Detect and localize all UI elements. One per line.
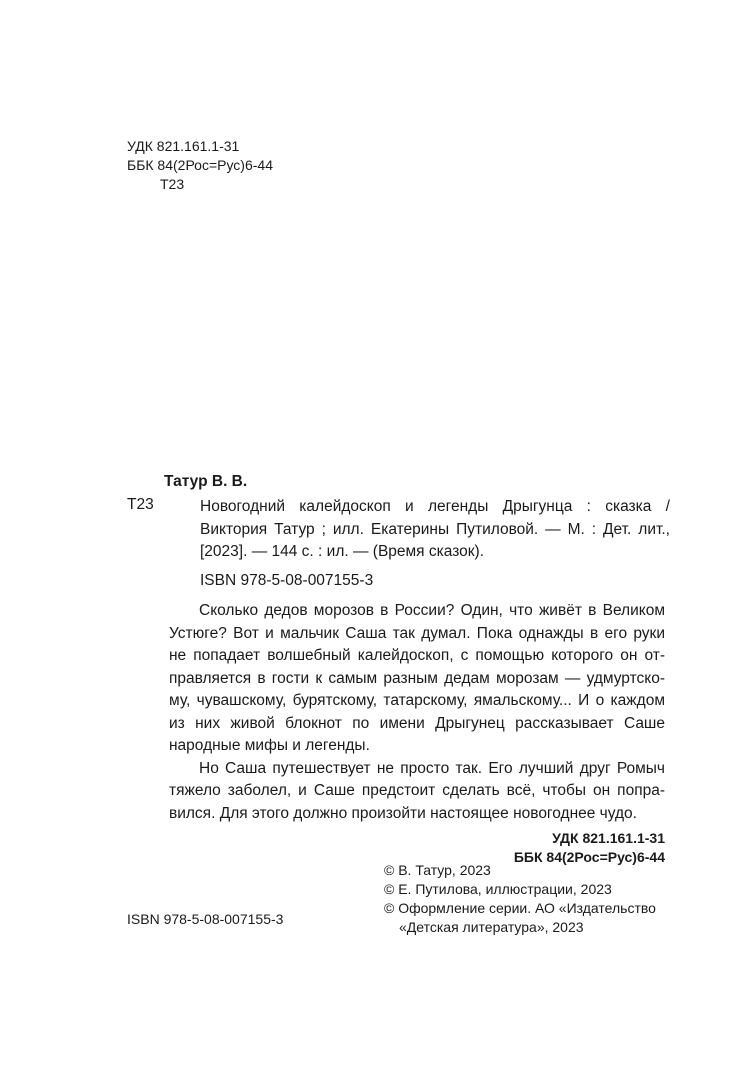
bottom-bbk-code: ББК 84(2Рос=Рус)6-44: [513, 849, 665, 865]
top-udk-code: УДК 821.161.1-31: [127, 138, 240, 154]
annotation-line: правляется в гости к самым разным дедам морозам — удмуртско-: [169, 669, 665, 687]
biblio-line: [2023]. — 144 с. : ил. — (Время сказок).: [200, 543, 484, 560]
annotation-line: Устюге? Вот и мальчик Саша так думал. Пока однажды в его руки: [169, 624, 665, 642]
biblio-line: Виктория Татур ; илл. Екатерины Путиловой. — М. : Дет. лит.,: [200, 520, 670, 538]
annotation-line: Но Саша путешествует не просто так. Его лучший друг Ромыч: [199, 759, 665, 777]
annotation-line: из них живой блокнот по имени Дрыгунец рассказывает Саше: [169, 714, 665, 732]
copyright-series: © Оформление серии. АО «Издательство: [384, 900, 656, 916]
top-bbk-code: ББК 84(2Рос=Рус)6-44: [127, 157, 273, 173]
copyright-block: [384, 861, 656, 937]
isbn-bottom: ISBN 978-5-08-007155-3: [127, 911, 284, 927]
top-classification-block: [127, 137, 273, 194]
biblio-line: Новогодний калейдоскоп и легенды Дрыгунца : сказка /: [200, 498, 670, 515]
annotation-line: народные мифы и легенды.: [169, 737, 370, 754]
annotation-line: му, чувашскому, бурятскому, татарскому, ямальскому... И о каждом: [169, 692, 665, 709]
copyright-illustrator: © Е. Путилова, иллюстрации, 2023: [384, 881, 612, 897]
annotation-line: тяжело заболел, и Саше предстоит сделать всё, чтобы он попра-: [169, 782, 665, 799]
annotation-line: вился. Для этого должно произойти настоящее новогоднее чудо.: [169, 804, 637, 822]
bottom-udk-code: УДК 821.161.1-31: [552, 830, 665, 846]
annotation-line: не попадает волшебный калейдоскоп, с помощью которого он от-: [169, 647, 665, 664]
annotation-line: Сколько дедов морозов в России? Один, что живёт в Великом: [199, 602, 665, 619]
author-mark: Т23: [127, 496, 154, 513]
annotation: [169, 600, 665, 825]
bibliographic-description: [200, 496, 670, 564]
top-author-mark: Т23: [160, 176, 185, 192]
copyright-author: © В. Татур, 2023: [384, 862, 491, 878]
isbn-record: ISBN 978-5-08-007155-3: [200, 572, 374, 589]
copyright-series-continued: «Детская литература», 2023: [399, 919, 584, 935]
author-heading: Татур В. В.: [164, 473, 248, 490]
